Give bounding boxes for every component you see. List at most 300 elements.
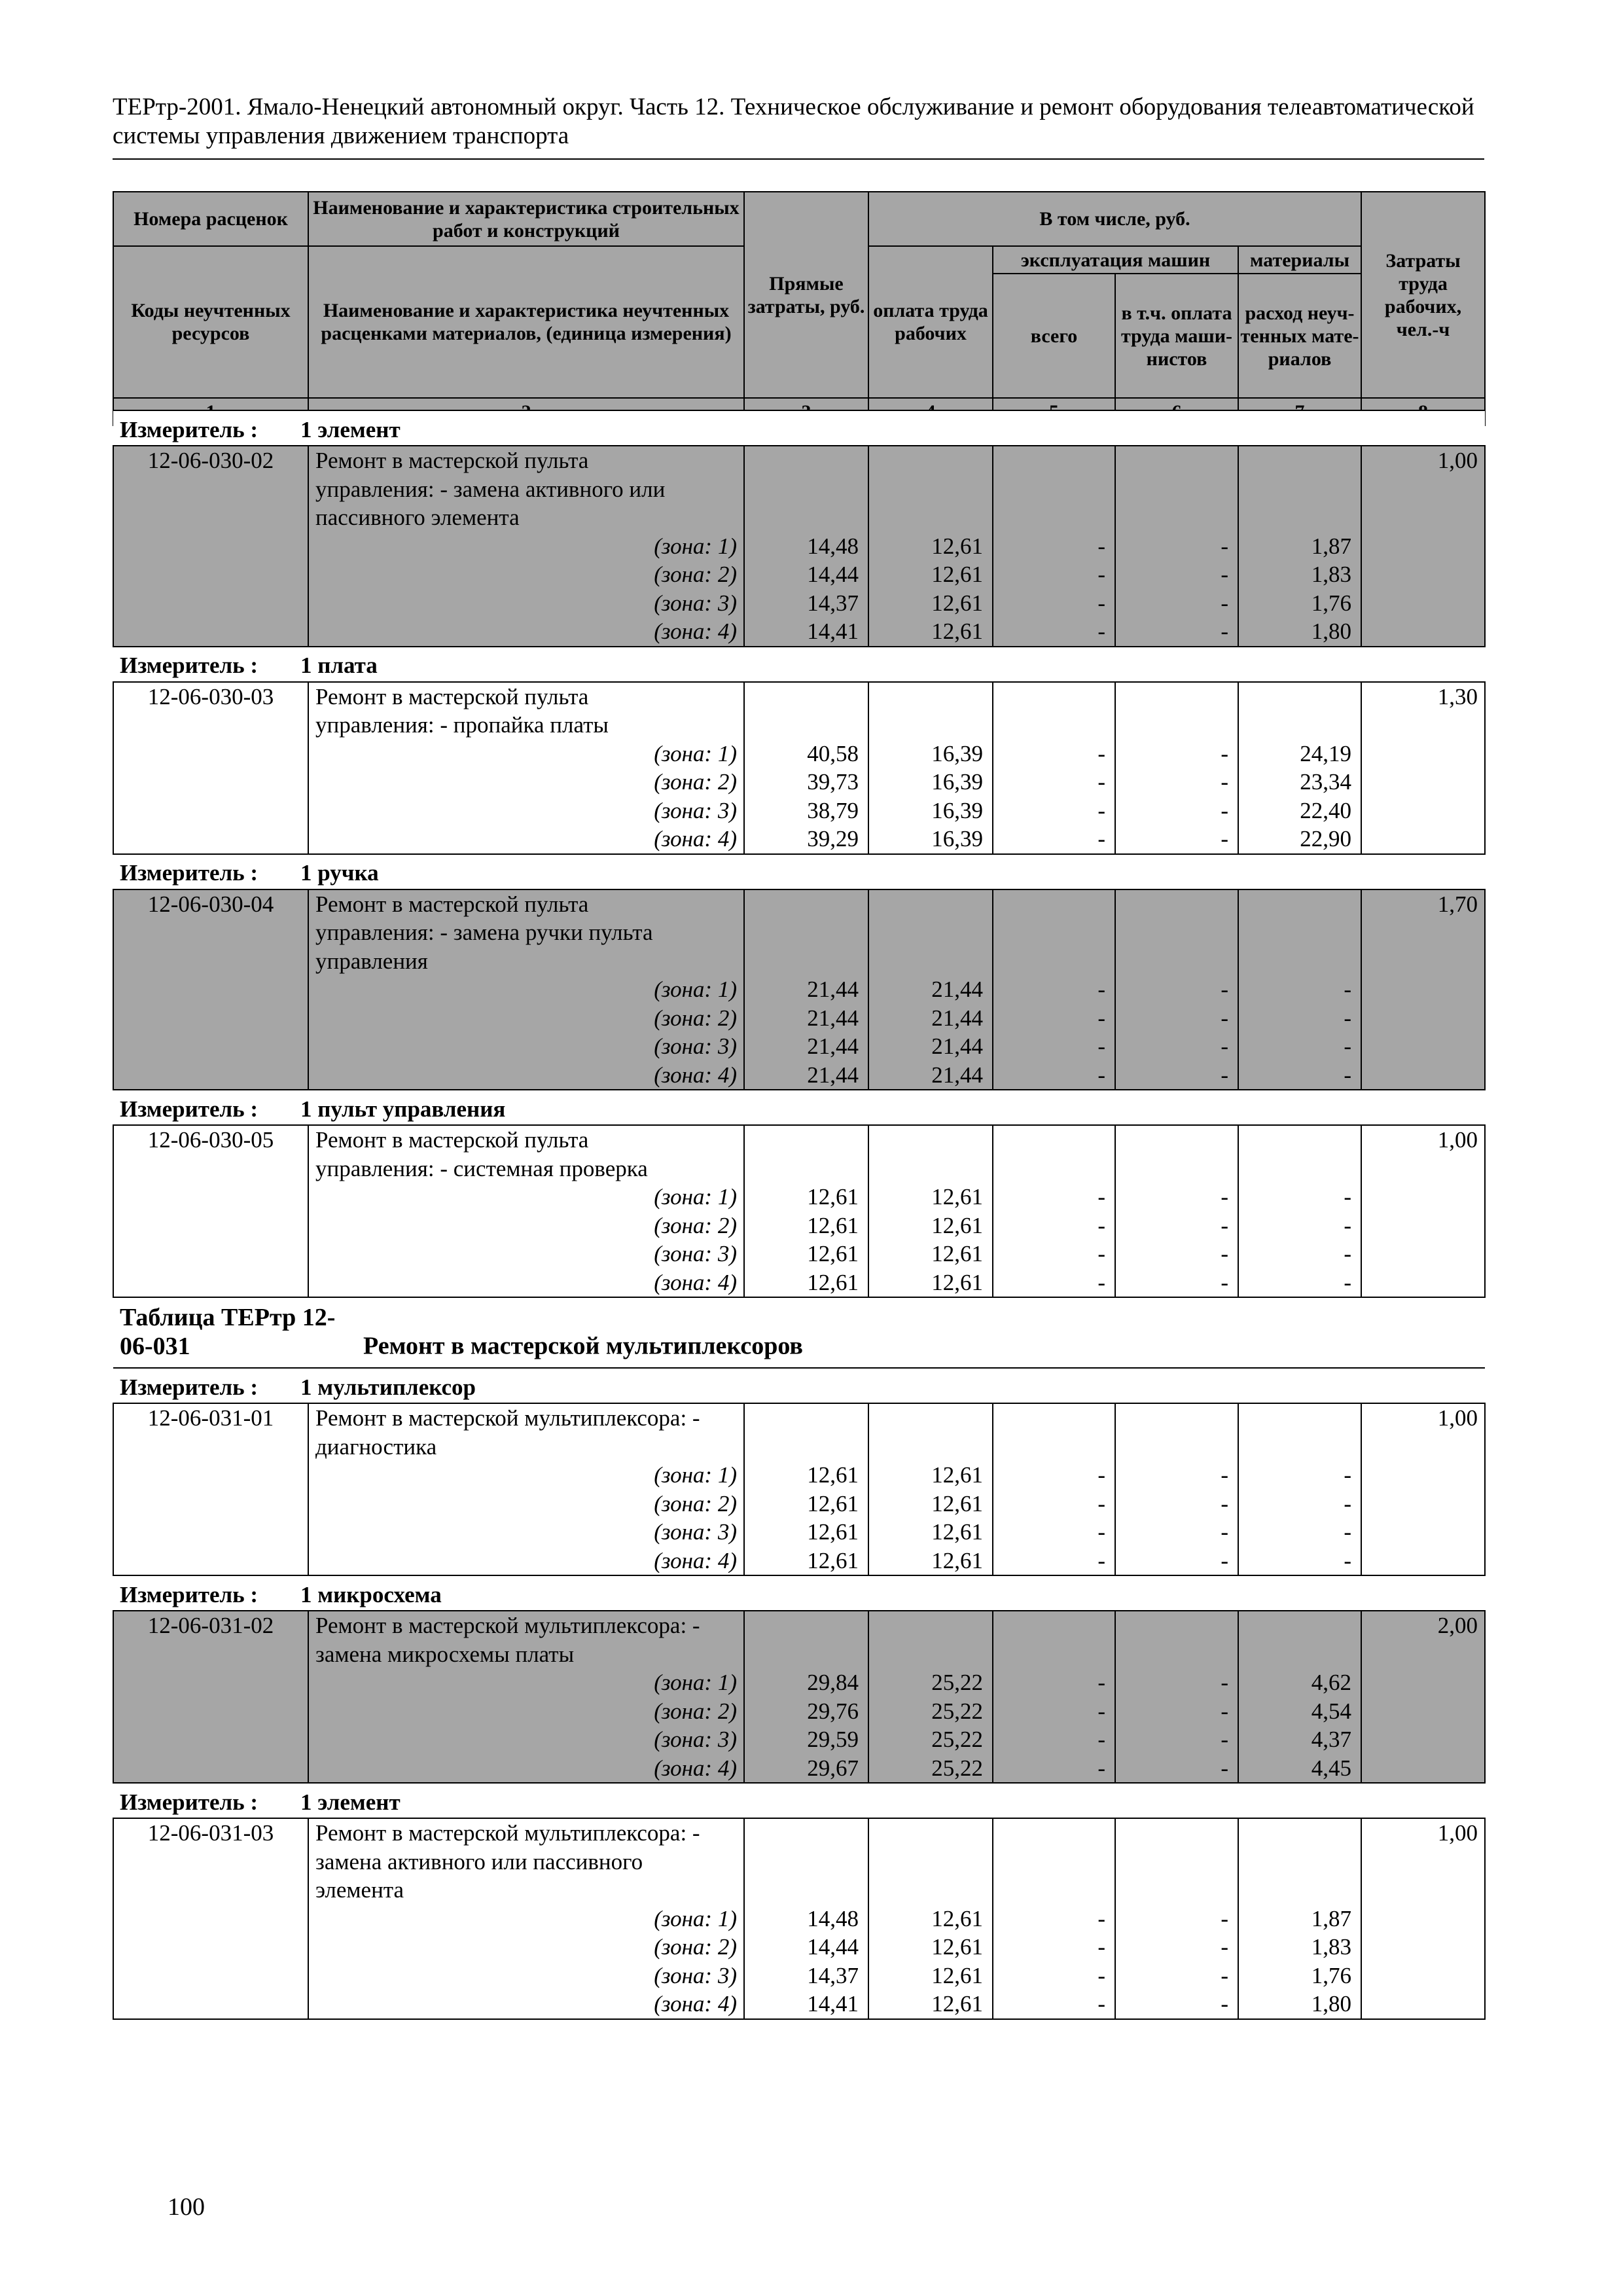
labor-cost: 1,00 bbox=[1361, 1403, 1485, 1575]
blank-line bbox=[993, 446, 1105, 475]
zone-value-mach-wage: - bbox=[1221, 1033, 1228, 1059]
measure-cell bbox=[113, 1783, 1485, 1818]
blank-line bbox=[1239, 1640, 1351, 1669]
zone-value-wage: 12,61 bbox=[931, 1519, 983, 1545]
zone-value-mach: - bbox=[1097, 769, 1105, 795]
zone-value-wage: 16,39 bbox=[931, 797, 983, 823]
rate-code bbox=[113, 1403, 308, 1575]
blank-line bbox=[745, 503, 859, 532]
zone-label: (зона: 2) bbox=[654, 1698, 737, 1724]
zone-value-wage: 12,61 bbox=[931, 1212, 983, 1238]
zone-label: (зона: 2) bbox=[654, 1005, 737, 1031]
blank-line bbox=[869, 711, 983, 740]
zone-value-materials: 1,87 bbox=[1311, 1905, 1351, 1931]
measure-cell bbox=[113, 1368, 1485, 1403]
blank-line bbox=[993, 890, 1105, 919]
blank-line bbox=[1239, 1433, 1351, 1462]
zone-value-materials: 4,62 bbox=[1311, 1670, 1351, 1695]
zone-value-mach: - bbox=[1097, 590, 1105, 616]
zone-label: (зона: 1) bbox=[654, 1905, 737, 1931]
zone-label: (зона: 3) bbox=[654, 1033, 737, 1059]
zone-value-wage: 12,61 bbox=[931, 1184, 983, 1210]
measure-unit: 1 плата bbox=[300, 653, 378, 678]
page-number: 100 bbox=[168, 2193, 205, 2221]
zone-value-materials: 23,34 bbox=[1300, 769, 1351, 795]
zone-value-materials: - bbox=[1344, 1269, 1351, 1295]
header-rule bbox=[113, 158, 1484, 160]
zone-value-wage: 16,39 bbox=[931, 826, 983, 852]
header-incl-group: В том числе, руб. bbox=[868, 192, 1361, 246]
blank-line bbox=[1116, 446, 1228, 475]
blank-line bbox=[869, 1640, 983, 1669]
header-col7: расход неуч-тенных мате-риалов bbox=[1238, 274, 1361, 398]
zone-label: (зона: 3) bbox=[654, 1519, 737, 1545]
value-mach bbox=[993, 889, 1115, 1090]
header-col8: Затраты труда рабочих, чел.-ч bbox=[1361, 192, 1485, 398]
blank-line bbox=[1116, 711, 1228, 740]
blank-line bbox=[993, 1819, 1105, 1848]
blank-line bbox=[993, 1611, 1105, 1640]
zone-value-wage: 25,22 bbox=[931, 1755, 983, 1781]
zone-label: (зона: 2) bbox=[654, 1490, 737, 1516]
blank-line bbox=[1116, 1876, 1228, 1905]
zone-value-mach-wage: - bbox=[1221, 1547, 1228, 1573]
zone-value-direct: 29,59 bbox=[807, 1727, 859, 1752]
table-title-code: Таблица ТЕРтр 12-06-031 bbox=[120, 1304, 336, 1360]
labor-cost: 2,00 bbox=[1361, 1611, 1485, 1783]
zone-value-wage: 12,61 bbox=[931, 1905, 983, 1931]
blank-line bbox=[993, 1848, 1105, 1876]
measure-cell bbox=[113, 854, 1485, 889]
zone-value-direct: 14,41 bbox=[807, 619, 859, 644]
rate-code bbox=[113, 889, 308, 1090]
blank-line bbox=[993, 683, 1105, 711]
zone-value-mach: - bbox=[1097, 1033, 1105, 1059]
measure-unit: 1 элемент bbox=[300, 1789, 401, 1815]
value-materials bbox=[1238, 1611, 1361, 1783]
blank-line bbox=[869, 446, 983, 475]
zone-label: (зона: 1) bbox=[654, 533, 737, 559]
zone-value-mach-wage: - bbox=[1221, 1934, 1228, 1960]
zone-label: (зона: 4) bbox=[654, 1062, 737, 1088]
zone-value-direct: 12,61 bbox=[807, 1462, 859, 1488]
blank-line bbox=[993, 1404, 1105, 1433]
rate-code bbox=[113, 1125, 308, 1297]
rate-name bbox=[308, 1125, 744, 1297]
blank-line bbox=[1239, 446, 1351, 475]
zone-label: (зона: 4) bbox=[654, 619, 737, 644]
zone-value-mach: - bbox=[1097, 1490, 1105, 1516]
zone-value-materials: 1,76 bbox=[1311, 1962, 1351, 1988]
table-title-text: Ремонт в мастерской мультиплексоров bbox=[363, 1332, 803, 1360]
zone-value-mach-wage: - bbox=[1221, 797, 1228, 823]
value-materials bbox=[1238, 1403, 1361, 1575]
rate-name bbox=[308, 682, 744, 854]
value-mach bbox=[993, 1818, 1115, 2019]
measure-row bbox=[113, 1575, 1485, 1611]
blank-line bbox=[1239, 1848, 1351, 1876]
blank-line bbox=[993, 503, 1105, 532]
value-mach bbox=[993, 682, 1115, 854]
rate-description-line: Ремонт в мастерской пульта bbox=[315, 448, 589, 473]
labor-cost: 1,70 bbox=[1361, 889, 1485, 1090]
zone-value-mach-wage: - bbox=[1221, 1062, 1228, 1088]
value-mach-wage bbox=[1115, 889, 1238, 1090]
zone-value-mach-wage: - bbox=[1221, 590, 1228, 616]
measure-label: Измеритель : bbox=[120, 1581, 259, 1607]
rate-description-line: замена микросхемы платы bbox=[315, 1641, 575, 1667]
blank-line bbox=[869, 475, 983, 504]
rate-code-text: 12-06-030-05 bbox=[147, 1127, 274, 1153]
header-col1-bottom: Коды неучтенных ресурсов bbox=[113, 246, 308, 398]
zone-value-direct: 12,61 bbox=[807, 1241, 859, 1266]
rate-entry-row bbox=[113, 1611, 1485, 1783]
header-col2-bottom: Наименование и характеристика неучтенных расценками материалов, (единица измерения) bbox=[308, 246, 744, 398]
blank-line bbox=[745, 1126, 859, 1155]
blank-line bbox=[1239, 890, 1351, 919]
zone-value-direct: 39,29 bbox=[807, 826, 859, 852]
blank-line bbox=[1239, 1126, 1351, 1155]
value-materials bbox=[1238, 1125, 1361, 1297]
value-direct bbox=[744, 889, 868, 1090]
zone-value-direct: 12,61 bbox=[807, 1212, 859, 1238]
zone-value-mach: - bbox=[1097, 1005, 1105, 1031]
zone-value-mach-wage: - bbox=[1221, 1212, 1228, 1238]
value-mach-wage bbox=[1115, 1611, 1238, 1783]
zone-value-direct: 21,44 bbox=[807, 1005, 859, 1031]
zone-value-direct: 12,61 bbox=[807, 1490, 859, 1516]
labor-cost: 1,00 bbox=[1361, 1125, 1485, 1297]
blank-line bbox=[869, 918, 983, 947]
blank-line bbox=[869, 890, 983, 919]
zone-value-mach: - bbox=[1097, 1991, 1105, 2017]
value-materials bbox=[1238, 1818, 1361, 2019]
value-wage bbox=[868, 1403, 993, 1575]
zone-value-mach-wage: - bbox=[1221, 562, 1228, 587]
zone-value-mach: - bbox=[1097, 1962, 1105, 1988]
zone-label: (зона: 4) bbox=[654, 1755, 737, 1781]
zone-value-mach-wage: - bbox=[1221, 1670, 1228, 1695]
zone-value-mach-wage: - bbox=[1221, 1005, 1228, 1031]
blank-line bbox=[745, 475, 859, 504]
value-mach bbox=[993, 1125, 1115, 1297]
value-wage bbox=[868, 682, 993, 854]
value-direct bbox=[744, 1125, 868, 1297]
value-mach bbox=[993, 1403, 1115, 1575]
rate-entry-row bbox=[113, 446, 1485, 647]
zone-value-wage: 12,61 bbox=[931, 1991, 983, 2017]
rate-name bbox=[308, 1403, 744, 1575]
zone-value-wage: 21,44 bbox=[931, 1005, 983, 1031]
zone-value-wage: 21,44 bbox=[931, 977, 983, 1002]
blank-line bbox=[993, 1126, 1105, 1155]
blank-line bbox=[745, 1876, 859, 1905]
zone-value-wage: 16,39 bbox=[931, 769, 983, 795]
zone-value-materials: - bbox=[1344, 1519, 1351, 1545]
zone-value-mach: - bbox=[1097, 1670, 1105, 1695]
blank-line bbox=[745, 1404, 859, 1433]
zone-value-mach: - bbox=[1097, 1905, 1105, 1931]
blank-line bbox=[993, 947, 1105, 976]
zone-value-wage: 21,44 bbox=[931, 1062, 983, 1088]
labor-cost: 1,00 bbox=[1361, 446, 1485, 647]
blank-line bbox=[993, 1640, 1105, 1669]
zone-value-mach: - bbox=[1097, 797, 1105, 823]
zone-label: (зона: 2) bbox=[654, 1212, 737, 1238]
zone-label: (зона: 2) bbox=[654, 1934, 737, 1960]
zone-value-materials: 1,76 bbox=[1311, 590, 1351, 616]
measure-row bbox=[113, 647, 1485, 682]
value-wage bbox=[868, 889, 993, 1090]
zone-value-wage: 12,61 bbox=[931, 1962, 983, 1988]
zone-value-direct: 12,61 bbox=[807, 1269, 859, 1295]
zone-value-materials: - bbox=[1344, 1241, 1351, 1266]
blank-line bbox=[1116, 1433, 1228, 1462]
zone-value-wage: 12,61 bbox=[931, 1934, 983, 1960]
zone-value-wage: 12,61 bbox=[931, 1269, 983, 1295]
rate-code-text: 12-06-030-03 bbox=[147, 683, 274, 709]
zone-value-mach-wage: - bbox=[1221, 977, 1228, 1002]
blank-line bbox=[745, 1819, 859, 1848]
blank-line bbox=[1116, 683, 1228, 711]
zone-label: (зона: 1) bbox=[654, 1184, 737, 1210]
measure-unit: 1 пульт управления bbox=[300, 1096, 506, 1122]
column-header-table bbox=[113, 191, 1486, 426]
zone-label: (зона: 4) bbox=[654, 826, 737, 852]
blank-line bbox=[869, 1155, 983, 1183]
header-col2-top: Наименование и характеристика строительных работ и конструкций bbox=[308, 192, 744, 246]
value-direct bbox=[744, 682, 868, 854]
blank-line bbox=[993, 918, 1105, 947]
zone-label: (зона: 1) bbox=[654, 1670, 737, 1695]
rate-code-text: 12-06-031-02 bbox=[147, 1613, 274, 1638]
blank-line bbox=[745, 711, 859, 740]
blank-line bbox=[1116, 1126, 1228, 1155]
blank-line bbox=[869, 1433, 983, 1462]
zone-value-wage: 25,22 bbox=[931, 1698, 983, 1724]
measure-unit: 1 микросхема bbox=[300, 1581, 442, 1607]
blank-line bbox=[1116, 1611, 1228, 1640]
measure-unit: 1 ручка bbox=[300, 860, 379, 886]
zone-value-mach: - bbox=[1097, 1184, 1105, 1210]
measure-row bbox=[113, 410, 1485, 446]
blank-line bbox=[869, 1876, 983, 1905]
rate-description-line: управления: - замена активного или bbox=[315, 476, 666, 502]
measure-row bbox=[113, 1090, 1485, 1125]
blank-line bbox=[1239, 503, 1351, 532]
zone-value-wage: 25,22 bbox=[931, 1727, 983, 1752]
zone-value-materials: 22,40 bbox=[1300, 797, 1351, 823]
zone-value-mach-wage: - bbox=[1221, 1698, 1228, 1724]
zone-value-mach: - bbox=[1097, 619, 1105, 644]
zone-value-mach: - bbox=[1097, 1547, 1105, 1573]
blank-line bbox=[1239, 683, 1351, 711]
zone-value-mach: - bbox=[1097, 562, 1105, 587]
rate-code-text: 12-06-030-02 bbox=[147, 448, 274, 473]
labor-cost: 1,00 bbox=[1361, 1818, 1485, 2019]
zone-value-mach: - bbox=[1097, 1934, 1105, 1960]
header-col5: всего bbox=[993, 274, 1115, 398]
zone-label: (зона: 4) bbox=[654, 1991, 737, 2017]
zone-value-direct: 21,44 bbox=[807, 1062, 859, 1088]
rate-name bbox=[308, 1818, 744, 2019]
zone-value-materials: - bbox=[1344, 1184, 1351, 1210]
zone-value-wage: 12,61 bbox=[931, 1547, 983, 1573]
value-direct bbox=[744, 1611, 868, 1783]
zone-value-wage: 12,61 bbox=[931, 590, 983, 616]
zone-value-materials: - bbox=[1344, 1462, 1351, 1488]
zone-value-mach-wage: - bbox=[1221, 1241, 1228, 1266]
zone-value-direct: 29,76 bbox=[807, 1698, 859, 1724]
blank-line bbox=[745, 890, 859, 919]
rate-code bbox=[113, 682, 308, 854]
rate-entry-row bbox=[113, 1125, 1485, 1297]
zone-value-mach: - bbox=[1097, 1241, 1105, 1266]
blank-line bbox=[869, 1848, 983, 1876]
zone-value-materials: - bbox=[1344, 1062, 1351, 1088]
blank-line bbox=[993, 711, 1105, 740]
zone-value-mach-wage: - bbox=[1221, 826, 1228, 852]
zone-label: (зона: 2) bbox=[654, 769, 737, 795]
blank-line bbox=[1116, 1404, 1228, 1433]
rate-name bbox=[308, 446, 744, 647]
zone-value-materials: 24,19 bbox=[1300, 740, 1351, 766]
rate-name bbox=[308, 889, 744, 1090]
zone-label: (зона: 2) bbox=[654, 562, 737, 587]
rate-entry-row bbox=[113, 682, 1485, 854]
zone-value-materials: 4,45 bbox=[1311, 1755, 1351, 1781]
zone-value-materials: - bbox=[1344, 1490, 1351, 1516]
zone-value-mach-wage: - bbox=[1221, 619, 1228, 644]
blank-line bbox=[1239, 1611, 1351, 1640]
running-header: ТЕРтр-2001. Ямало-Ненецкий автономный округ. Часть 12. Техническое обслуживание и ремонт оборудования телеавтоматической системы управления движением транспорта bbox=[113, 94, 1474, 149]
zone-value-direct: 14,48 bbox=[807, 533, 859, 559]
zone-value-direct: 21,44 bbox=[807, 1033, 859, 1059]
rate-description-line: управления bbox=[315, 948, 428, 974]
zone-label: (зона: 3) bbox=[654, 797, 737, 823]
zone-value-mach: - bbox=[1097, 1727, 1105, 1752]
measure-label: Измеритель : bbox=[120, 1789, 259, 1815]
zone-value-materials: - bbox=[1344, 1005, 1351, 1031]
blank-line bbox=[1239, 1404, 1351, 1433]
zone-value-mach-wage: - bbox=[1221, 533, 1228, 559]
zone-value-mach: - bbox=[1097, 1269, 1105, 1295]
rate-description-line: Ремонт в мастерской мультиплексора: - bbox=[315, 1613, 700, 1638]
zone-value-direct: 29,67 bbox=[807, 1755, 859, 1781]
zone-value-wage: 16,39 bbox=[931, 740, 983, 766]
zone-label: (зона: 3) bbox=[654, 590, 737, 616]
blank-line bbox=[745, 1640, 859, 1669]
rate-description-line: Ремонт в мастерской мультиплексора: - bbox=[315, 1405, 700, 1431]
zone-label: (зона: 1) bbox=[654, 977, 737, 1002]
zone-value-mach: - bbox=[1097, 1212, 1105, 1238]
value-direct bbox=[744, 1403, 868, 1575]
zone-value-mach: - bbox=[1097, 1698, 1105, 1724]
zone-value-materials: - bbox=[1344, 1033, 1351, 1059]
zone-value-mach: - bbox=[1097, 533, 1105, 559]
zone-value-wage: 25,22 bbox=[931, 1670, 983, 1695]
header-col1-top: Номера расценок bbox=[113, 192, 308, 246]
zone-value-materials: - bbox=[1344, 1547, 1351, 1573]
rate-description-line: Ремонт в мастерской пульта bbox=[315, 683, 589, 709]
zone-value-direct: 39,73 bbox=[807, 769, 859, 795]
blank-line bbox=[869, 683, 983, 711]
blank-line bbox=[869, 503, 983, 532]
blank-line bbox=[745, 1433, 859, 1462]
blank-line bbox=[745, 1155, 859, 1183]
rate-code-text: 12-06-031-03 bbox=[147, 1820, 274, 1846]
header-col3: Прямые затраты, руб. bbox=[744, 192, 868, 398]
blank-line bbox=[993, 475, 1105, 504]
value-direct bbox=[744, 446, 868, 647]
blank-line bbox=[993, 1155, 1105, 1183]
value-wage bbox=[868, 1818, 993, 2019]
rate-description-line: диагностика bbox=[315, 1433, 437, 1460]
value-materials bbox=[1238, 446, 1361, 647]
rate-code bbox=[113, 1611, 308, 1783]
value-mach-wage bbox=[1115, 1125, 1238, 1297]
blank-line bbox=[1116, 1640, 1228, 1669]
blank-line bbox=[1239, 918, 1351, 947]
zone-label: (зона: 3) bbox=[654, 1727, 737, 1752]
zone-value-direct: 38,79 bbox=[807, 797, 859, 823]
blank-line bbox=[1239, 1819, 1351, 1848]
zone-value-mach-wage: - bbox=[1221, 1991, 1228, 2017]
blank-line bbox=[745, 947, 859, 976]
zone-value-wage: 12,61 bbox=[931, 562, 983, 587]
measure-label: Измеритель : bbox=[120, 416, 259, 442]
zone-value-wage: 12,61 bbox=[931, 1241, 983, 1266]
blank-line bbox=[1239, 947, 1351, 976]
rate-description-line: Ремонт в мастерской пульта bbox=[315, 891, 589, 917]
measure-cell bbox=[113, 1575, 1485, 1611]
zone-label: (зона: 3) bbox=[654, 1241, 737, 1266]
zone-value-materials: 1,87 bbox=[1311, 533, 1351, 559]
zone-value-materials: - bbox=[1344, 1212, 1351, 1238]
header-machines-group: эксплуатация машин bbox=[993, 246, 1238, 274]
blank-line bbox=[1116, 947, 1228, 976]
value-mach-wage bbox=[1115, 1818, 1238, 2019]
header-col6: в т.ч. оплата труда маши-нистов bbox=[1115, 274, 1238, 398]
zone-value-mach-wage: - bbox=[1221, 1727, 1228, 1752]
zone-value-materials: 1,83 bbox=[1311, 1934, 1351, 1960]
zone-label: (зона: 4) bbox=[654, 1547, 737, 1573]
measure-label: Измеритель : bbox=[120, 1374, 259, 1400]
blank-line bbox=[869, 1404, 983, 1433]
blank-line bbox=[993, 1433, 1105, 1462]
header-col4: оплата труда рабочих bbox=[868, 246, 993, 398]
zone-value-direct: 12,61 bbox=[807, 1184, 859, 1210]
zone-value-mach: - bbox=[1097, 977, 1105, 1002]
measure-label: Измеритель : bbox=[120, 1096, 259, 1122]
zone-value-materials: 1,80 bbox=[1311, 1991, 1351, 2017]
blank-line bbox=[745, 1848, 859, 1876]
blank-line bbox=[1116, 1819, 1228, 1848]
rate-description-line: управления: - пропайка платы bbox=[315, 712, 609, 738]
rate-entry-row bbox=[113, 1818, 1485, 2019]
zone-value-mach: - bbox=[1097, 1062, 1105, 1088]
zone-value-direct: 14,44 bbox=[807, 562, 859, 587]
blank-line bbox=[1239, 475, 1351, 504]
zone-value-mach-wage: - bbox=[1221, 1462, 1228, 1488]
zone-value-materials: 4,37 bbox=[1311, 1727, 1351, 1752]
value-materials bbox=[1238, 889, 1361, 1090]
blank-line bbox=[1116, 1848, 1228, 1876]
rate-code bbox=[113, 446, 308, 647]
table-title-row bbox=[113, 1297, 1485, 1368]
blank-line bbox=[1116, 918, 1228, 947]
zone-value-mach-wage: - bbox=[1221, 769, 1228, 795]
